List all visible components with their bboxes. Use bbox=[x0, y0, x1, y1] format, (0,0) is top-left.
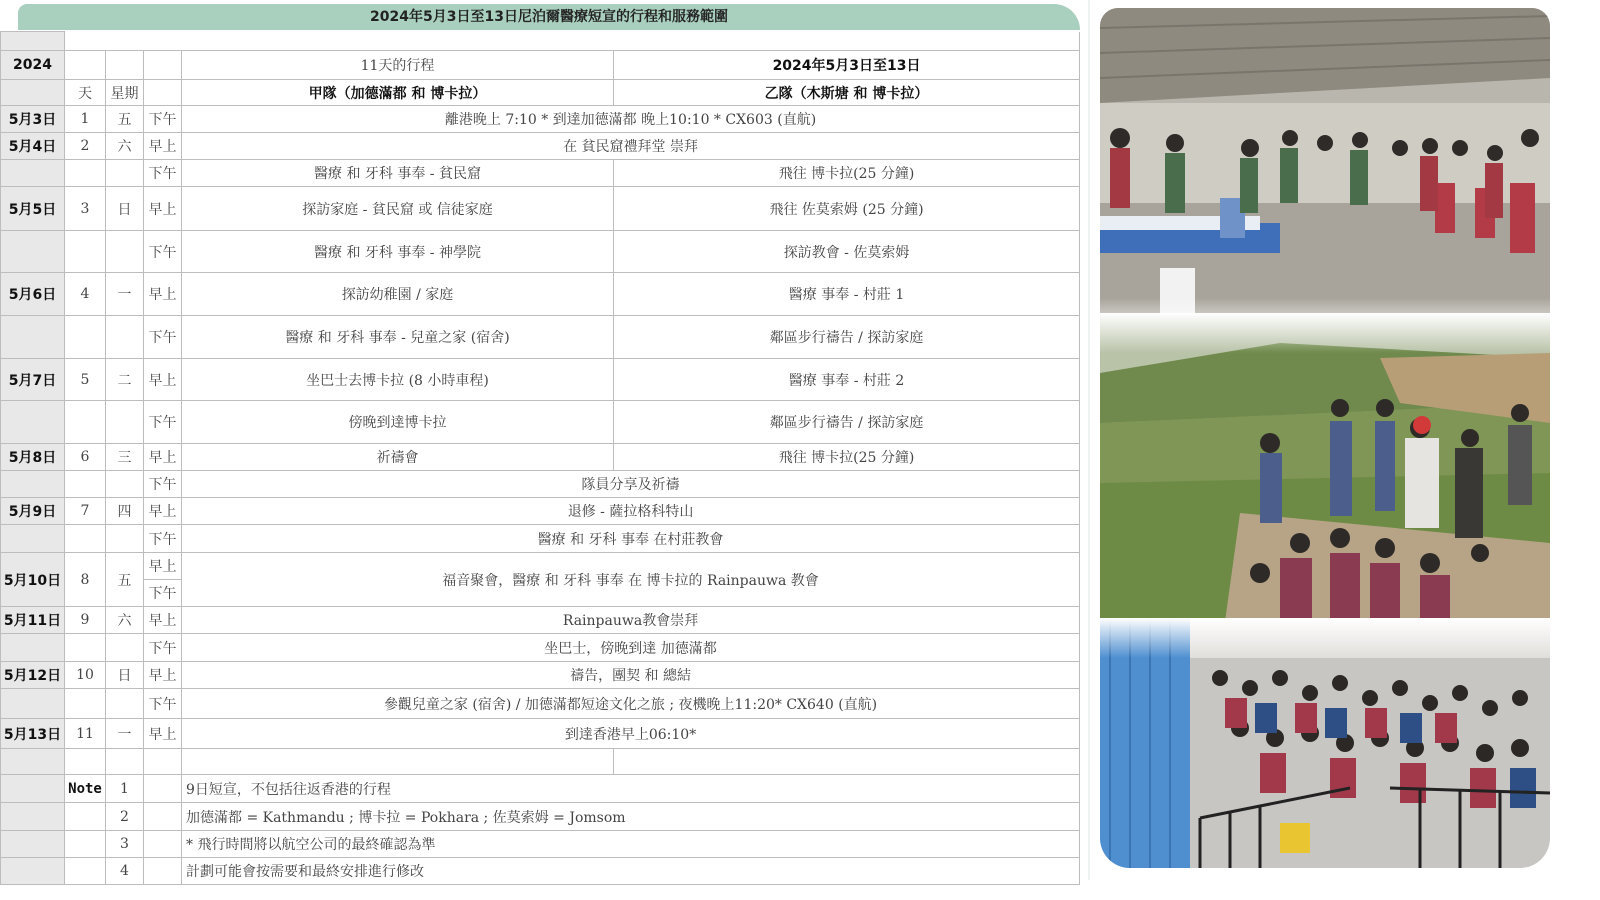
day-cell: 8 bbox=[65, 553, 106, 607]
schedule-table bbox=[0, 31, 1080, 885]
team-b-activity-cell: 探訪教會 - 佐莫索姆 bbox=[614, 231, 1080, 273]
team-a-activity-cell: 醫療 和 牙科 事奉 - 貧民窟 bbox=[182, 160, 614, 187]
joint-activity-cell: 醫療 和 牙科 事奉 在村莊教會 bbox=[182, 525, 1080, 553]
time-slot-cell: 早上 bbox=[144, 273, 182, 316]
time-slot-cell: 下午 bbox=[144, 634, 182, 662]
time-slot-cell: 下午 bbox=[144, 231, 182, 273]
table-row bbox=[1, 444, 1080, 471]
team-a-activity-cell: 探訪家庭 - 貧民窟 或 信徒家庭 bbox=[182, 187, 614, 231]
date-cell: 5月10日 bbox=[1, 553, 65, 607]
team-a-activity-cell: 探訪幼稚園 / 家庭 bbox=[182, 273, 614, 316]
joint-activity-cell: 退修 - 薩拉格科特山 bbox=[182, 498, 1080, 525]
note-row bbox=[1, 803, 1080, 831]
team-b-activity-cell: 飛往 博卡拉(25 分鐘) bbox=[614, 160, 1080, 187]
table-row bbox=[1, 231, 1080, 273]
team-b-header: 乙隊（木斯塘 和 博卡拉） bbox=[614, 80, 1080, 106]
sheet-title: 2024年5月3日至13日尼泊爾醫療短宣的行程和服務範圍 bbox=[18, 4, 1080, 30]
time-slot-cell: 下午 bbox=[144, 316, 182, 359]
joint-activity-cell: 禱告，團契 和 總結 bbox=[182, 662, 1080, 689]
weekday-cell: 一 bbox=[106, 273, 144, 316]
team-b-activity-cell: 鄰區步行禱告 / 探訪家庭 bbox=[614, 316, 1080, 359]
joint-activity-cell: Rainpauwa教會崇拜 bbox=[182, 607, 1080, 634]
table-row bbox=[1, 553, 1080, 580]
day-column-header: 天 bbox=[65, 80, 106, 106]
joint-activity-cell: 坐巴士，傍晚到達 加德滿都 bbox=[182, 634, 1080, 662]
date-cell: 5月5日 bbox=[1, 187, 65, 231]
team-b-activity-cell: 飛往 博卡拉(25 分鐘) bbox=[614, 444, 1080, 471]
team-b-activity-cell: 醫療 事奉 - 村莊 2 bbox=[614, 359, 1080, 401]
table-row bbox=[1, 719, 1080, 749]
note-number: 3 bbox=[106, 831, 144, 858]
village-hillside-illustration bbox=[1100, 313, 1550, 658]
time-slot-cell: 早上 bbox=[144, 133, 182, 160]
note-text: * 飛行時間將以航空公司的最終確認為準 bbox=[182, 831, 1080, 858]
note-row bbox=[1, 858, 1080, 885]
time-slot-cell: 早上 bbox=[144, 719, 182, 749]
table-row bbox=[1, 316, 1080, 359]
day-cell: 5 bbox=[65, 359, 106, 401]
note-text: 計劃可能會按需要和最終安排進行修改 bbox=[182, 858, 1080, 885]
time-slot-cell: 早上 bbox=[144, 359, 182, 401]
day-cell: 1 bbox=[65, 106, 106, 133]
date-cell: 5月8日 bbox=[1, 444, 65, 471]
weekday-column-header: 星期 bbox=[106, 80, 144, 106]
team-a-activity-cell: 醫療 和 牙科 事奉 - 兒童之家 (宿舍) bbox=[182, 316, 614, 359]
date-cell: 5月6日 bbox=[1, 273, 65, 316]
team-b-activity-cell: 鄰區步行禱告 / 探訪家庭 bbox=[614, 401, 1080, 444]
team-a-activity-cell: 醫療 和 牙科 事奉 - 神學院 bbox=[182, 231, 614, 273]
table-row bbox=[1, 160, 1080, 187]
weekday-cell: 四 bbox=[106, 498, 144, 525]
weekday-cell: 日 bbox=[106, 662, 144, 689]
joint-activity-cell: 隊員分享及祈禱 bbox=[182, 471, 1080, 498]
joint-activity-cell: 福音聚會，醫療 和 牙科 事奉 在 博卡拉的 Rainpauwa 教會 bbox=[182, 553, 1080, 607]
day-cell: 2 bbox=[65, 133, 106, 160]
church-gathering-photo bbox=[1100, 618, 1550, 868]
team-a-activity-cell: 祈禱會 bbox=[182, 444, 614, 471]
time-slot-cell: 早上 bbox=[144, 187, 182, 231]
blank-row bbox=[1, 749, 1080, 775]
team-a-activity-cell: 傍晚到達博卡拉 bbox=[182, 401, 614, 444]
clinic-hall-photo bbox=[1100, 8, 1550, 338]
team-a-header: 甲隊（加德滿都 和 博卡拉） bbox=[182, 80, 614, 106]
day-cell: 9 bbox=[65, 607, 106, 634]
note-text: 9日短宣，不包括往返香港的行程 bbox=[182, 775, 1080, 803]
clinic-hall-illustration bbox=[1100, 8, 1550, 338]
time-slot-cell: 早上 bbox=[144, 553, 182, 580]
table-row bbox=[1, 471, 1080, 498]
weekday-cell: 一 bbox=[106, 719, 144, 749]
year-cell: 2024 bbox=[1, 51, 65, 80]
weekday-cell: 六 bbox=[106, 607, 144, 634]
photo-collage bbox=[1100, 8, 1550, 868]
date-range-header: 2024年5月3日至13日 bbox=[614, 51, 1080, 80]
date-cell: 5月9日 bbox=[1, 498, 65, 525]
time-slot-cell: 下午 bbox=[144, 106, 182, 133]
time-slot-cell: 下午 bbox=[144, 401, 182, 444]
time-slot-cell: 早上 bbox=[144, 662, 182, 689]
time-slot-cell: 下午 bbox=[144, 160, 182, 187]
table-row bbox=[1, 689, 1080, 719]
table-row bbox=[1, 525, 1080, 553]
itinerary-label: 11天的行程 bbox=[182, 51, 614, 80]
table-row bbox=[1, 634, 1080, 662]
divider bbox=[1088, 0, 1090, 880]
day-cell: 6 bbox=[65, 444, 106, 471]
time-slot-cell: 下午 bbox=[144, 471, 182, 498]
note-number: 1 bbox=[106, 775, 144, 803]
weekday-cell: 五 bbox=[106, 553, 144, 607]
weekday-cell: 二 bbox=[106, 359, 144, 401]
team-a-activity-cell: 坐巴士去博卡拉 (8 小時車程) bbox=[182, 359, 614, 401]
team-b-activity-cell: 飛往 佐莫索姆 (25 分鐘) bbox=[614, 187, 1080, 231]
weekday-cell: 六 bbox=[106, 133, 144, 160]
date-cell: 5月12日 bbox=[1, 662, 65, 689]
joint-activity-cell: 參觀兒童之家 (宿舍) / 加德滿都短途文化之旅 ; 夜機晚上11:20* CX640 (直航) bbox=[182, 689, 1080, 719]
time-slot-cell: 下午 bbox=[144, 580, 182, 607]
day-cell: 11 bbox=[65, 719, 106, 749]
time-slot-cell: 下午 bbox=[144, 525, 182, 553]
team-b-activity-cell: 醫療 事奉 - 村莊 1 bbox=[614, 273, 1080, 316]
day-cell: 10 bbox=[65, 662, 106, 689]
note-row bbox=[1, 831, 1080, 858]
date-cell: 5月7日 bbox=[1, 359, 65, 401]
spacer-row bbox=[1, 32, 1080, 51]
weekday-cell: 五 bbox=[106, 106, 144, 133]
day-cell: 7 bbox=[65, 498, 106, 525]
time-slot-cell: 下午 bbox=[144, 689, 182, 719]
weekday-cell: 三 bbox=[106, 444, 144, 471]
date-cell: 5月11日 bbox=[1, 607, 65, 634]
village-hillside-photo bbox=[1100, 313, 1550, 658]
day-cell: 3 bbox=[65, 187, 106, 231]
table-row bbox=[1, 607, 1080, 634]
table-row bbox=[1, 106, 1080, 133]
time-slot-cell: 早上 bbox=[144, 444, 182, 471]
joint-activity-cell: 到達香港早上06:10* bbox=[182, 719, 1080, 749]
note-text: 加德滿都 = Kathmandu ; 博卡拉 = Pokhara ; 佐莫索姆 = Jomsom bbox=[182, 803, 1080, 831]
table-row bbox=[1, 187, 1080, 231]
date-cell: 5月13日 bbox=[1, 719, 65, 749]
note-number: 4 bbox=[106, 858, 144, 885]
note-number: 2 bbox=[106, 803, 144, 831]
day-cell: 4 bbox=[65, 273, 106, 316]
joint-activity-cell: 離港晚上 7:10 * 到達加德滿都 晚上10:10 * CX603 (直航) bbox=[182, 106, 1080, 133]
table-row bbox=[1, 359, 1080, 401]
weekday-cell: 日 bbox=[106, 187, 144, 231]
table-row bbox=[1, 662, 1080, 689]
header-row-2 bbox=[1, 80, 1080, 106]
note-heading: Note bbox=[65, 775, 106, 803]
joint-activity-cell: 在 貧民窟禮拜堂 崇拜 bbox=[182, 133, 1080, 160]
table-row bbox=[1, 498, 1080, 525]
table-row bbox=[1, 133, 1080, 160]
date-cell: 5月3日 bbox=[1, 106, 65, 133]
time-slot-cell: 早上 bbox=[144, 498, 182, 525]
time-slot-cell: 早上 bbox=[144, 607, 182, 634]
header-row-1 bbox=[1, 51, 1080, 80]
table-row bbox=[1, 401, 1080, 444]
note-row bbox=[1, 775, 1080, 803]
date-cell: 5月4日 bbox=[1, 133, 65, 160]
table-row bbox=[1, 273, 1080, 316]
